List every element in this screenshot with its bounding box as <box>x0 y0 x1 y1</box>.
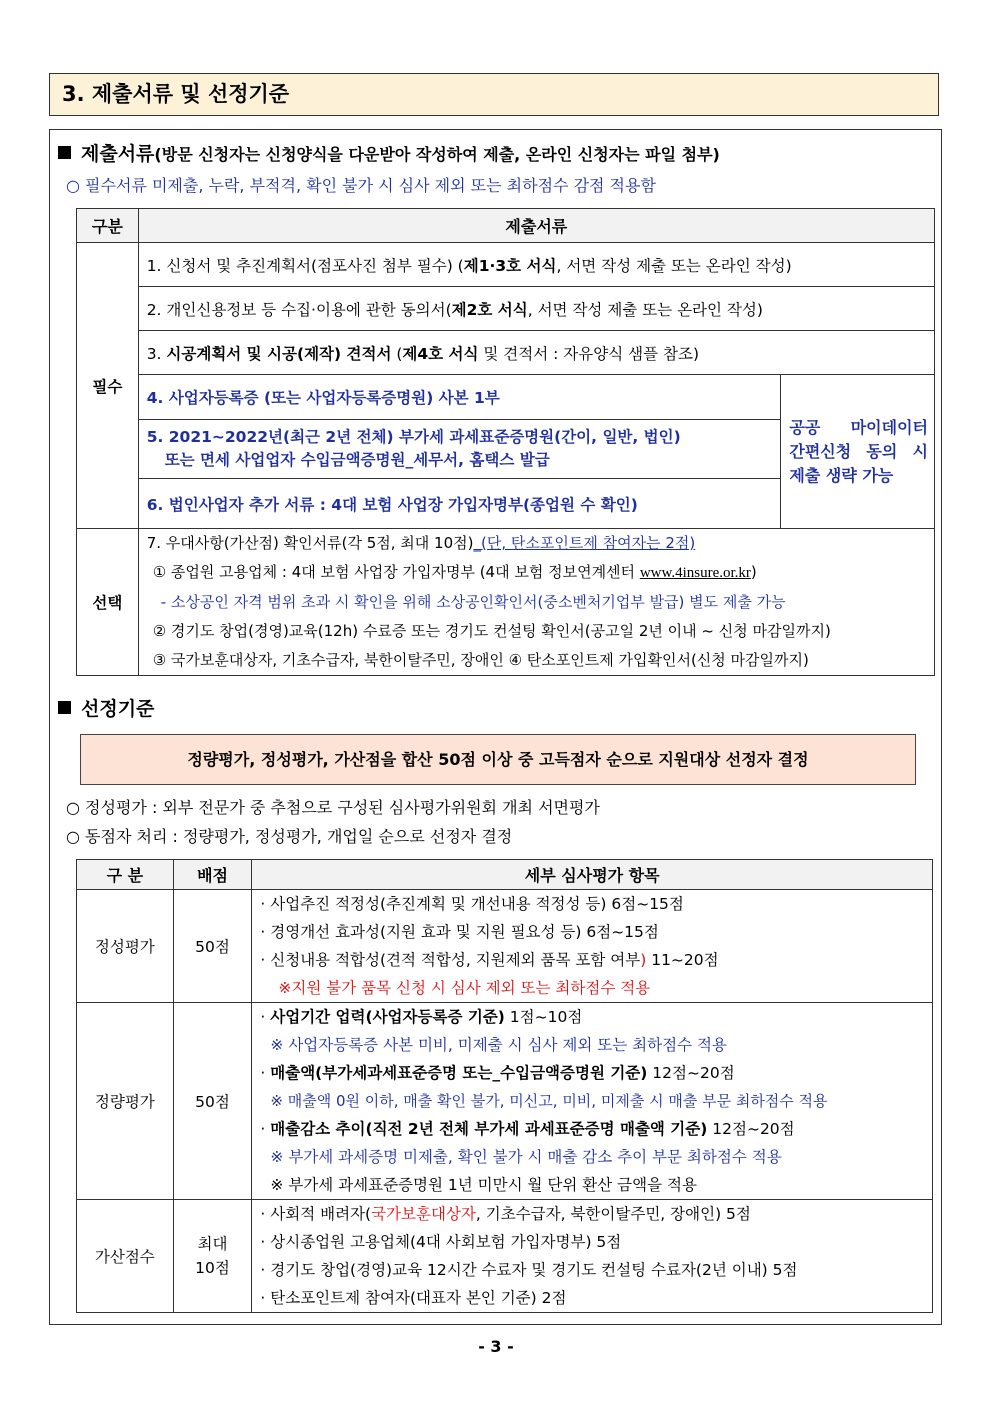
col-header-documents: 제출서류 <box>138 209 934 243</box>
quantitative-detail: · 사업기간 업력(사업자등록증 기준) 1점~10점 ※ 사업자등록증 사본 미비, 미제출 시 심사 제외 또는 최하점수 적용 · 매출액(부가세과세표준증명 또는_수입금액증명원 기준) 12점~20점 ※ 매출액 0원 이하, 매출 확인 불가, 미신고, 미비, 미제출 시 매출 부문 최하점수 적용 · 매출감소 추이(직전 2년 전체 부가세 과세표준증명 매출액 기준) 12점~20점 ※ 부가세 과세증명 미제출, 확인 불가 시 매출 감소 추이 부문 최하점수 적용 ※ 부가세 과세표준증명원 1년 미만시 월 단위 환산 금액을 적용 <box>252 1003 933 1200</box>
criteria-note-1: ○ 정성평가 : 외부 전문가 중 추첨으로 구성된 심사평가위원회 개최 서면평가 <box>66 798 600 817</box>
evaluation-table <box>76 859 933 1313</box>
eval-header-detail: 세부 심사평가 항목 <box>252 860 933 890</box>
square-bullet-icon <box>58 146 71 159</box>
insure-link[interactable]: www.4insure.or.kr <box>639 565 751 581</box>
docs-note: ○ 필수서류 미제출, 누락, 부적격, 확인 불가 시 심사 제외 또는 최하점수 감점 적용함 <box>66 176 656 195</box>
required-item-3: 3. 시공계획서 및 시공(제작) 견적서 (제4호 서식 및 견적서 : 자유양식 샘플 참조) <box>138 331 934 375</box>
optional-label: 선택 <box>77 529 139 676</box>
qualitative-detail: · 사업추진 적정성(추진계획 및 개선내용 적정성 등) 6점~15점 · 경영개선 효과성(지원 효과 및 지원 필요성 등) 6점~15점 · 신청내용 적합성(견적 적합성, 지원제외 품목 포함 여부) 11~20점 ※지원 불가 품목 신청 시 심사 제외 또는 최하점수 적용 <box>252 890 933 1003</box>
required-item-6: 6. 법인사업자 추가 서류 : 4대 보험 사업장 가입자명부(종업원 수 확인) <box>138 479 781 529</box>
criteria-heading: 선정기준 <box>58 694 154 721</box>
quantitative-points: 50점 <box>173 1003 252 1200</box>
required-label: 필수 <box>77 243 139 529</box>
docs-heading: 제출서류(방문 신청자는 신청양식을 다운받아 작성하여 제출, 온라인 신청자는 파일 첨부) <box>58 139 720 166</box>
optional-items: 7. 우대사항(가산점) 확인서류(각 5점, 최대 10점)_(단, 탄소포인트제 참여자는 2점) ① 종업원 고용업체 : 4대 보험 사업장 가입자명부 (4대 보험 정보연계센터 www.4insure.or.kr) - 소상공인 자격 범위 초과 시 확인을 위해 소상공인확인서(중소벤처기업부 발급) 별도 제출 가능 ② 경기도 창업(경영)교육(12h) 수료증 또는 경기도 컨설팅 확인서(공고일 2년 이내 ~ 신청 마감일까지) ③ 국가보훈대상자, 기초수급자, 북한이탈주민, 장애인 ④ 탄소포인트제 가입확인서(신청 마감일까지) <box>138 529 934 676</box>
required-item-4: 4. 사업자등록증 (또는 사업자등록증명원) 사본 1부 <box>138 375 781 420</box>
bonus-label: 가산점수 <box>77 1200 174 1313</box>
qualitative-points: 50점 <box>173 890 252 1003</box>
eval-header-points: 배점 <box>173 860 252 890</box>
bonus-detail: · 사회적 배려자(국가보훈대상자, 기초수급자, 북한이탈주민, 장애인) 5점 · 상시종업원 고용업체(4대 사회보험 가입자명부) 5점 · 경기도 창업(경영)교육 12시간 수료자 및 경기도 컨설팅 수료자(2년 이내) 5점 · 탄소포인트제 참여자(대표자 본인 기준) 2점 <box>252 1200 933 1313</box>
bonus-points: 최대 10점 <box>173 1200 252 1313</box>
mydata-note: 공공 마이데이터 간편신청 동의 시 제출 생략 가능 <box>781 375 935 529</box>
required-item-1: 1. 신청서 및 추진계획서(점포사진 첨부 필수) (제1·3호 서식, 서면 작성 제출 또는 온라인 작성) <box>138 243 934 287</box>
qualitative-label: 정성평가 <box>77 890 174 1003</box>
page-number: - 3 - <box>478 1337 514 1356</box>
criteria-summary-box: 정량평가, 정성평가, 가산점을 합산 50점 이상 중 고득점자 순으로 지원대상 선정자 결정 <box>80 734 916 785</box>
required-item-2: 2. 개인신용정보 등 수집·이용에 관한 동의서(제2호 서식, 서면 작성 제출 또는 온라인 작성) <box>138 287 934 331</box>
criteria-note-2: ○ 동점자 처리 : 정량평가, 정성평가, 개업일 순으로 선정자 결정 <box>66 827 513 846</box>
quantitative-label: 정량평가 <box>77 1003 174 1200</box>
square-bullet-icon <box>58 701 71 714</box>
eval-header-category: 구 분 <box>77 860 174 890</box>
documents-table <box>76 208 935 676</box>
col-header-category: 구분 <box>77 209 139 243</box>
section-title: 3. 제출서류 및 선정기준 <box>49 73 939 116</box>
required-item-5: 5. 2021~2022년(최근 2년 전체) 부가세 과세표준증명원(간이, 일반, 법인) 또는 면세 사업업자 수입금액증명원_세무서, 홈택스 발급 <box>138 420 781 479</box>
